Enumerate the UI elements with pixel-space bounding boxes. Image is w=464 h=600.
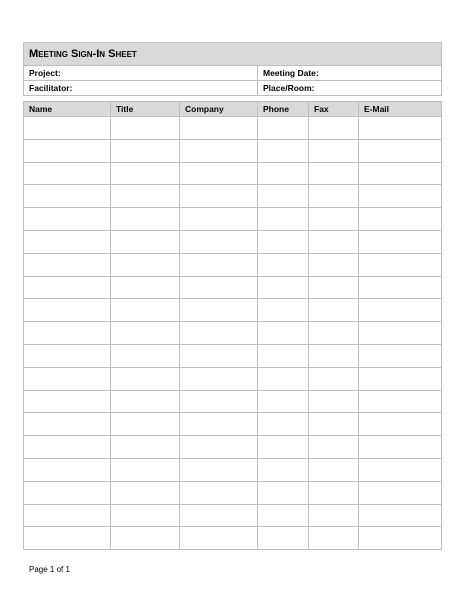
cell-name[interactable] (24, 230, 111, 253)
cell-fax[interactable] (309, 322, 359, 345)
cell-email[interactable] (359, 390, 442, 413)
cell-fax[interactable] (309, 162, 359, 185)
cell-name[interactable] (24, 276, 111, 299)
cell-email[interactable] (359, 367, 442, 390)
table-row (24, 390, 442, 413)
cell-title[interactable] (111, 299, 180, 322)
cell-title[interactable] (111, 276, 180, 299)
cell-title[interactable] (111, 162, 180, 185)
cell-title[interactable] (111, 481, 180, 504)
cell-fax[interactable] (309, 344, 359, 367)
cell-title[interactable] (111, 390, 180, 413)
cell-company[interactable] (180, 299, 258, 322)
cell-phone[interactable] (258, 413, 309, 436)
cell-name[interactable] (24, 504, 111, 527)
table-row (24, 230, 442, 253)
cell-phone[interactable] (258, 208, 309, 231)
cell-title[interactable] (111, 208, 180, 231)
cell-name[interactable] (24, 139, 111, 162)
cell-name[interactable] (24, 436, 111, 459)
cell-phone[interactable] (258, 162, 309, 185)
cell-email[interactable] (359, 322, 442, 345)
cell-title[interactable] (111, 367, 180, 390)
cell-fax[interactable] (309, 230, 359, 253)
cell-fax[interactable] (309, 390, 359, 413)
cell-email[interactable] (359, 413, 442, 436)
cell-email[interactable] (359, 344, 442, 367)
cell-fax[interactable] (309, 413, 359, 436)
cell-name[interactable] (24, 344, 111, 367)
meeting-info-block (23, 42, 442, 96)
table-row (24, 367, 442, 390)
cell-phone[interactable] (258, 117, 309, 140)
cell-name[interactable] (24, 390, 111, 413)
cell-company[interactable] (180, 162, 258, 185)
table-row (24, 185, 442, 208)
cell-email[interactable] (359, 527, 442, 550)
column-header-name: Name (24, 102, 111, 117)
cell-email[interactable] (359, 162, 442, 185)
cell-phone[interactable] (258, 139, 309, 162)
cell-company[interactable] (180, 413, 258, 436)
cell-company[interactable] (180, 276, 258, 299)
cell-phone[interactable] (258, 344, 309, 367)
cell-phone[interactable] (258, 504, 309, 527)
cell-company[interactable] (180, 322, 258, 345)
table-row (24, 322, 442, 345)
table-row (24, 481, 442, 504)
meeting-date-field[interactable]: Meeting Date: (258, 66, 442, 81)
table-row (24, 276, 442, 299)
cell-name[interactable] (24, 117, 111, 140)
cell-phone[interactable] (258, 436, 309, 459)
table-row (24, 458, 442, 481)
cell-fax[interactable] (309, 253, 359, 276)
cell-email[interactable] (359, 481, 442, 504)
cell-title[interactable] (111, 458, 180, 481)
cell-title[interactable] (111, 527, 180, 550)
cell-email[interactable] (359, 117, 442, 140)
cell-title[interactable] (111, 413, 180, 436)
cell-phone[interactable] (258, 322, 309, 345)
cell-name[interactable] (24, 208, 111, 231)
cell-phone[interactable] (258, 390, 309, 413)
cell-phone[interactable] (258, 299, 309, 322)
cell-email[interactable] (359, 504, 442, 527)
table-row (24, 344, 442, 367)
cell-company[interactable] (180, 230, 258, 253)
page-title: Meeting Sign-In Sheet (24, 43, 442, 66)
cell-title[interactable] (111, 344, 180, 367)
cell-company[interactable] (180, 344, 258, 367)
cell-title[interactable] (111, 185, 180, 208)
cell-email[interactable] (359, 276, 442, 299)
column-header-phone: Phone (258, 102, 309, 117)
cell-company[interactable] (180, 481, 258, 504)
cell-email[interactable] (359, 230, 442, 253)
cell-name[interactable] (24, 162, 111, 185)
cell-email[interactable] (359, 458, 442, 481)
cell-fax[interactable] (309, 436, 359, 459)
cell-company[interactable] (180, 208, 258, 231)
cell-name[interactable] (24, 458, 111, 481)
table-row (24, 504, 442, 527)
sign-in-table (23, 101, 442, 550)
cell-title[interactable] (111, 117, 180, 140)
cell-name[interactable] (24, 481, 111, 504)
cell-fax[interactable] (309, 458, 359, 481)
cell-email[interactable] (359, 253, 442, 276)
cell-name[interactable] (24, 527, 111, 550)
cell-name[interactable] (24, 367, 111, 390)
column-header-fax: Fax (309, 102, 359, 117)
cell-title[interactable] (111, 436, 180, 459)
cell-fax[interactable] (309, 139, 359, 162)
cell-email[interactable] (359, 139, 442, 162)
page-number: Page 1 of 1 (29, 565, 70, 574)
table-row (24, 162, 442, 185)
cell-name[interactable] (24, 413, 111, 436)
cell-email[interactable] (359, 436, 442, 459)
cell-title[interactable] (111, 322, 180, 345)
table-row (24, 413, 442, 436)
cell-fax[interactable] (309, 299, 359, 322)
place-room-field[interactable]: Place/Room: (258, 81, 442, 96)
column-header-company: Company (180, 102, 258, 117)
cell-name[interactable] (24, 253, 111, 276)
cell-name[interactable] (24, 299, 111, 322)
cell-company[interactable] (180, 367, 258, 390)
cell-company[interactable] (180, 527, 258, 550)
cell-company[interactable] (180, 253, 258, 276)
cell-fax[interactable] (309, 481, 359, 504)
cell-company[interactable] (180, 436, 258, 459)
table-row (24, 139, 442, 162)
cell-fax[interactable] (309, 504, 359, 527)
cell-company[interactable] (180, 139, 258, 162)
cell-fax[interactable] (309, 117, 359, 140)
table-row (24, 253, 442, 276)
cell-name[interactable] (24, 185, 111, 208)
cell-fax[interactable] (309, 527, 359, 550)
column-header-title: Title (111, 102, 180, 117)
cell-title[interactable] (111, 504, 180, 527)
cell-company[interactable] (180, 185, 258, 208)
cell-title[interactable] (111, 139, 180, 162)
cell-name[interactable] (24, 322, 111, 345)
cell-email[interactable] (359, 299, 442, 322)
cell-phone[interactable] (258, 185, 309, 208)
table-row (24, 436, 442, 459)
table-header-row (24, 102, 442, 117)
column-header-email: E-Mail (359, 102, 442, 117)
cell-title[interactable] (111, 230, 180, 253)
cell-fax[interactable] (309, 208, 359, 231)
project-field[interactable]: Project: (24, 66, 258, 81)
table-row (24, 208, 442, 231)
cell-company[interactable] (180, 504, 258, 527)
cell-fax[interactable] (309, 367, 359, 390)
cell-company[interactable] (180, 390, 258, 413)
cell-company[interactable] (180, 458, 258, 481)
cell-company[interactable] (180, 117, 258, 140)
cell-fax[interactable] (309, 276, 359, 299)
table-row (24, 527, 442, 550)
cell-phone[interactable] (258, 230, 309, 253)
cell-title[interactable] (111, 253, 180, 276)
cell-email[interactable] (359, 208, 442, 231)
facilitator-field[interactable]: Facilitator: (24, 81, 258, 96)
cell-phone[interactable] (258, 367, 309, 390)
table-row (24, 299, 442, 322)
cell-fax[interactable] (309, 185, 359, 208)
cell-phone[interactable] (258, 276, 309, 299)
cell-phone[interactable] (258, 458, 309, 481)
cell-phone[interactable] (258, 527, 309, 550)
cell-phone[interactable] (258, 481, 309, 504)
cell-email[interactable] (359, 185, 442, 208)
table-row (24, 117, 442, 140)
cell-phone[interactable] (258, 253, 309, 276)
